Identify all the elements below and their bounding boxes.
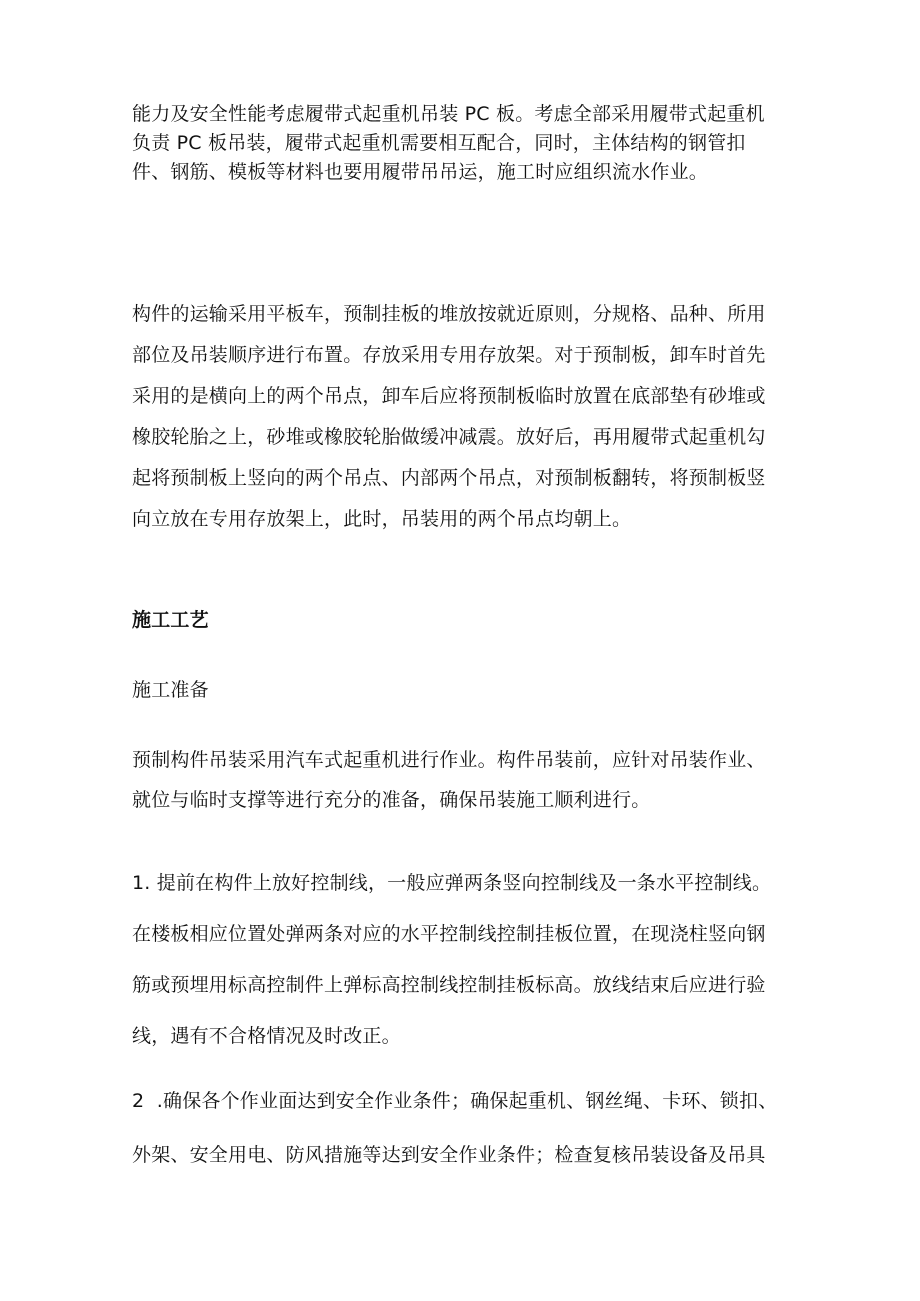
- text-line: 部位及吊装顺序进行布置。存放采用专用存放架。对于预制板，卸车时首先: [132, 344, 766, 366]
- text-line: 2 .确保各个作业面达到安全作业条件；确保起重机、钢丝绳、卡环、锁扣、: [132, 1090, 778, 1112]
- text-line: 能力及安全性能考虑履带式起重机吊装 PC 板。考虑全部采用履带式起重机: [132, 103, 765, 125]
- text-line: 向立放在专用存放架上，此时，吊装用的两个吊点均朝上。: [132, 508, 632, 530]
- text-line: 线，遇有不合格情况及时改正。: [132, 1025, 401, 1047]
- text-line: 构件的运输采用平板车，预制挂板的堆放按就近原则，分规格、品种、所用: [132, 303, 766, 325]
- text-line: 件、钢筋、模板等材料也要用履带吊吊运，施工时应组织流水作业。: [132, 161, 709, 183]
- paragraph-transport-storage: [132, 294, 812, 540]
- paragraph-preparation: [132, 740, 812, 820]
- text-line: 1. 提前在构件上放好控制线，一般应弹两条竖向控制线及一条水平控制线。: [132, 872, 772, 894]
- subsection-heading: 施工准备: [132, 679, 209, 701]
- text-line: 预制构件吊装采用汽车式起重机进行作业。构件吊装前，应针对吊装作业、: [132, 749, 766, 771]
- section-heading: 施工工艺: [132, 609, 209, 631]
- text-line: 橡胶轮胎之上，砂堆或橡胶轮胎做缓冲减震。放好后，再用履带式起重机勾: [132, 426, 766, 448]
- text-line: 采用的是横向上的两个吊点，卸车后应将预制板临时放置在底部垫有砂堆或: [132, 385, 766, 407]
- text-line: 外架、安全用电、防风措施等达到安全作业条件；检查复核吊装设备及吊具: [132, 1144, 766, 1166]
- text-line: 负责 PC 板吊装，履带式起重机需要相互配合，同时，主体结构的钢管扣: [132, 132, 746, 154]
- text-line: 在楼板相应位置处弹两条对应的水平控制线控制挂板位置，在现浇柱竖向钢: [132, 923, 766, 945]
- text-line: 就位与临时支撑等进行充分的准备，确保吊装施工顺利进行。: [132, 789, 651, 811]
- text-line: 筋或预埋用标高控制件上弹标高控制线控制挂板标高。放线结束后应进行验: [132, 974, 766, 996]
- paragraph-step-2: [132, 1074, 812, 1182]
- paragraph-step-1: [132, 858, 812, 1062]
- text-line: 起将预制板上竖向的两个吊点、内部两个吊点，对预制板翻转，将预制板竖: [132, 467, 766, 489]
- paragraph-crane-capacity: [132, 100, 812, 187]
